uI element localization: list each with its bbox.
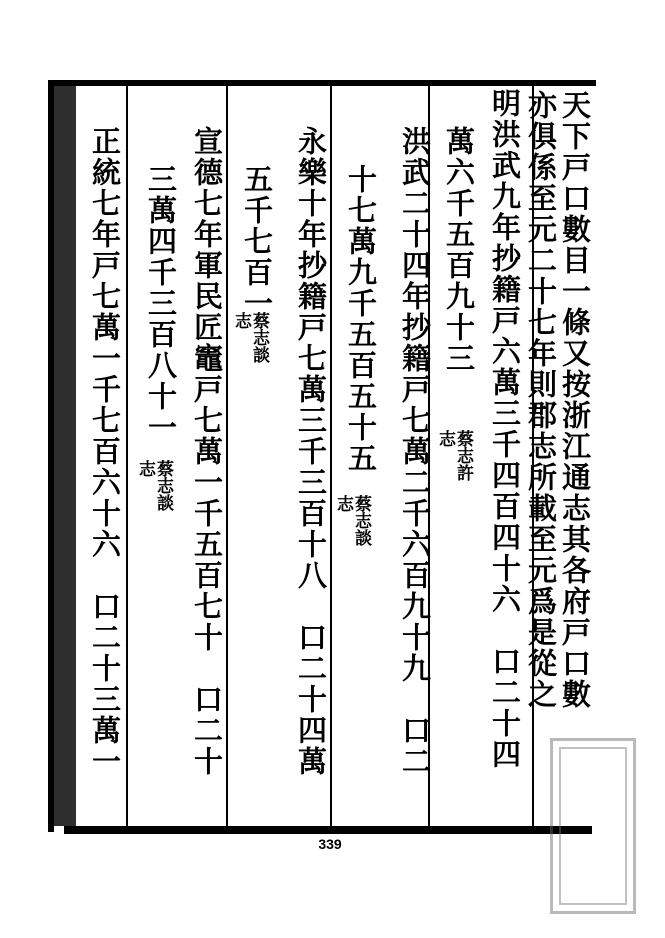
source-note: 蔡志談志 (231, 312, 269, 363)
margin-strip (54, 86, 76, 826)
column-rule (330, 86, 332, 826)
text-column-10: 三萬四千三百八十一 (144, 164, 178, 443)
frame-top-border (48, 80, 596, 86)
text-column-3: 明洪武九年抄籍戸六萬三千四百四十六 口二十四 (488, 88, 522, 770)
text-column-4: 萬六千五百九十三 (442, 126, 476, 374)
text-column-1: 天下戸口數目一條又按浙江通志其各府戸口數 (558, 90, 592, 710)
text-column-8: 五千七百一 (240, 164, 274, 319)
library-seal-stamp (550, 738, 636, 914)
text-column-9: 宣德七年軍民匠竈戸七萬一千五百七十 口二十 (190, 126, 224, 777)
text-column-7: 永樂十年抄籍戸七萬三千三百十八 口二十四萬 (294, 126, 328, 777)
text-column-11: 正統七年戸七萬一千七百六十六 口二十三萬一 (88, 126, 122, 777)
page-number: 339 (318, 836, 342, 852)
column-rule (226, 86, 228, 826)
source-note: 蔡志許志 (435, 430, 473, 481)
text-column-5: 洪武二十四年抄籍戸七萬二千六百九十九 口二 (398, 126, 432, 777)
text-column-2: 亦俱係至元二十七年則郡志所載至元爲是從之 (524, 90, 558, 710)
text-column-6: 十七萬九千五百五十五 (344, 164, 378, 474)
column-rule (126, 86, 128, 826)
source-note: 蔡志談志 (135, 460, 173, 511)
source-note: 蔡志談志 (333, 495, 371, 546)
